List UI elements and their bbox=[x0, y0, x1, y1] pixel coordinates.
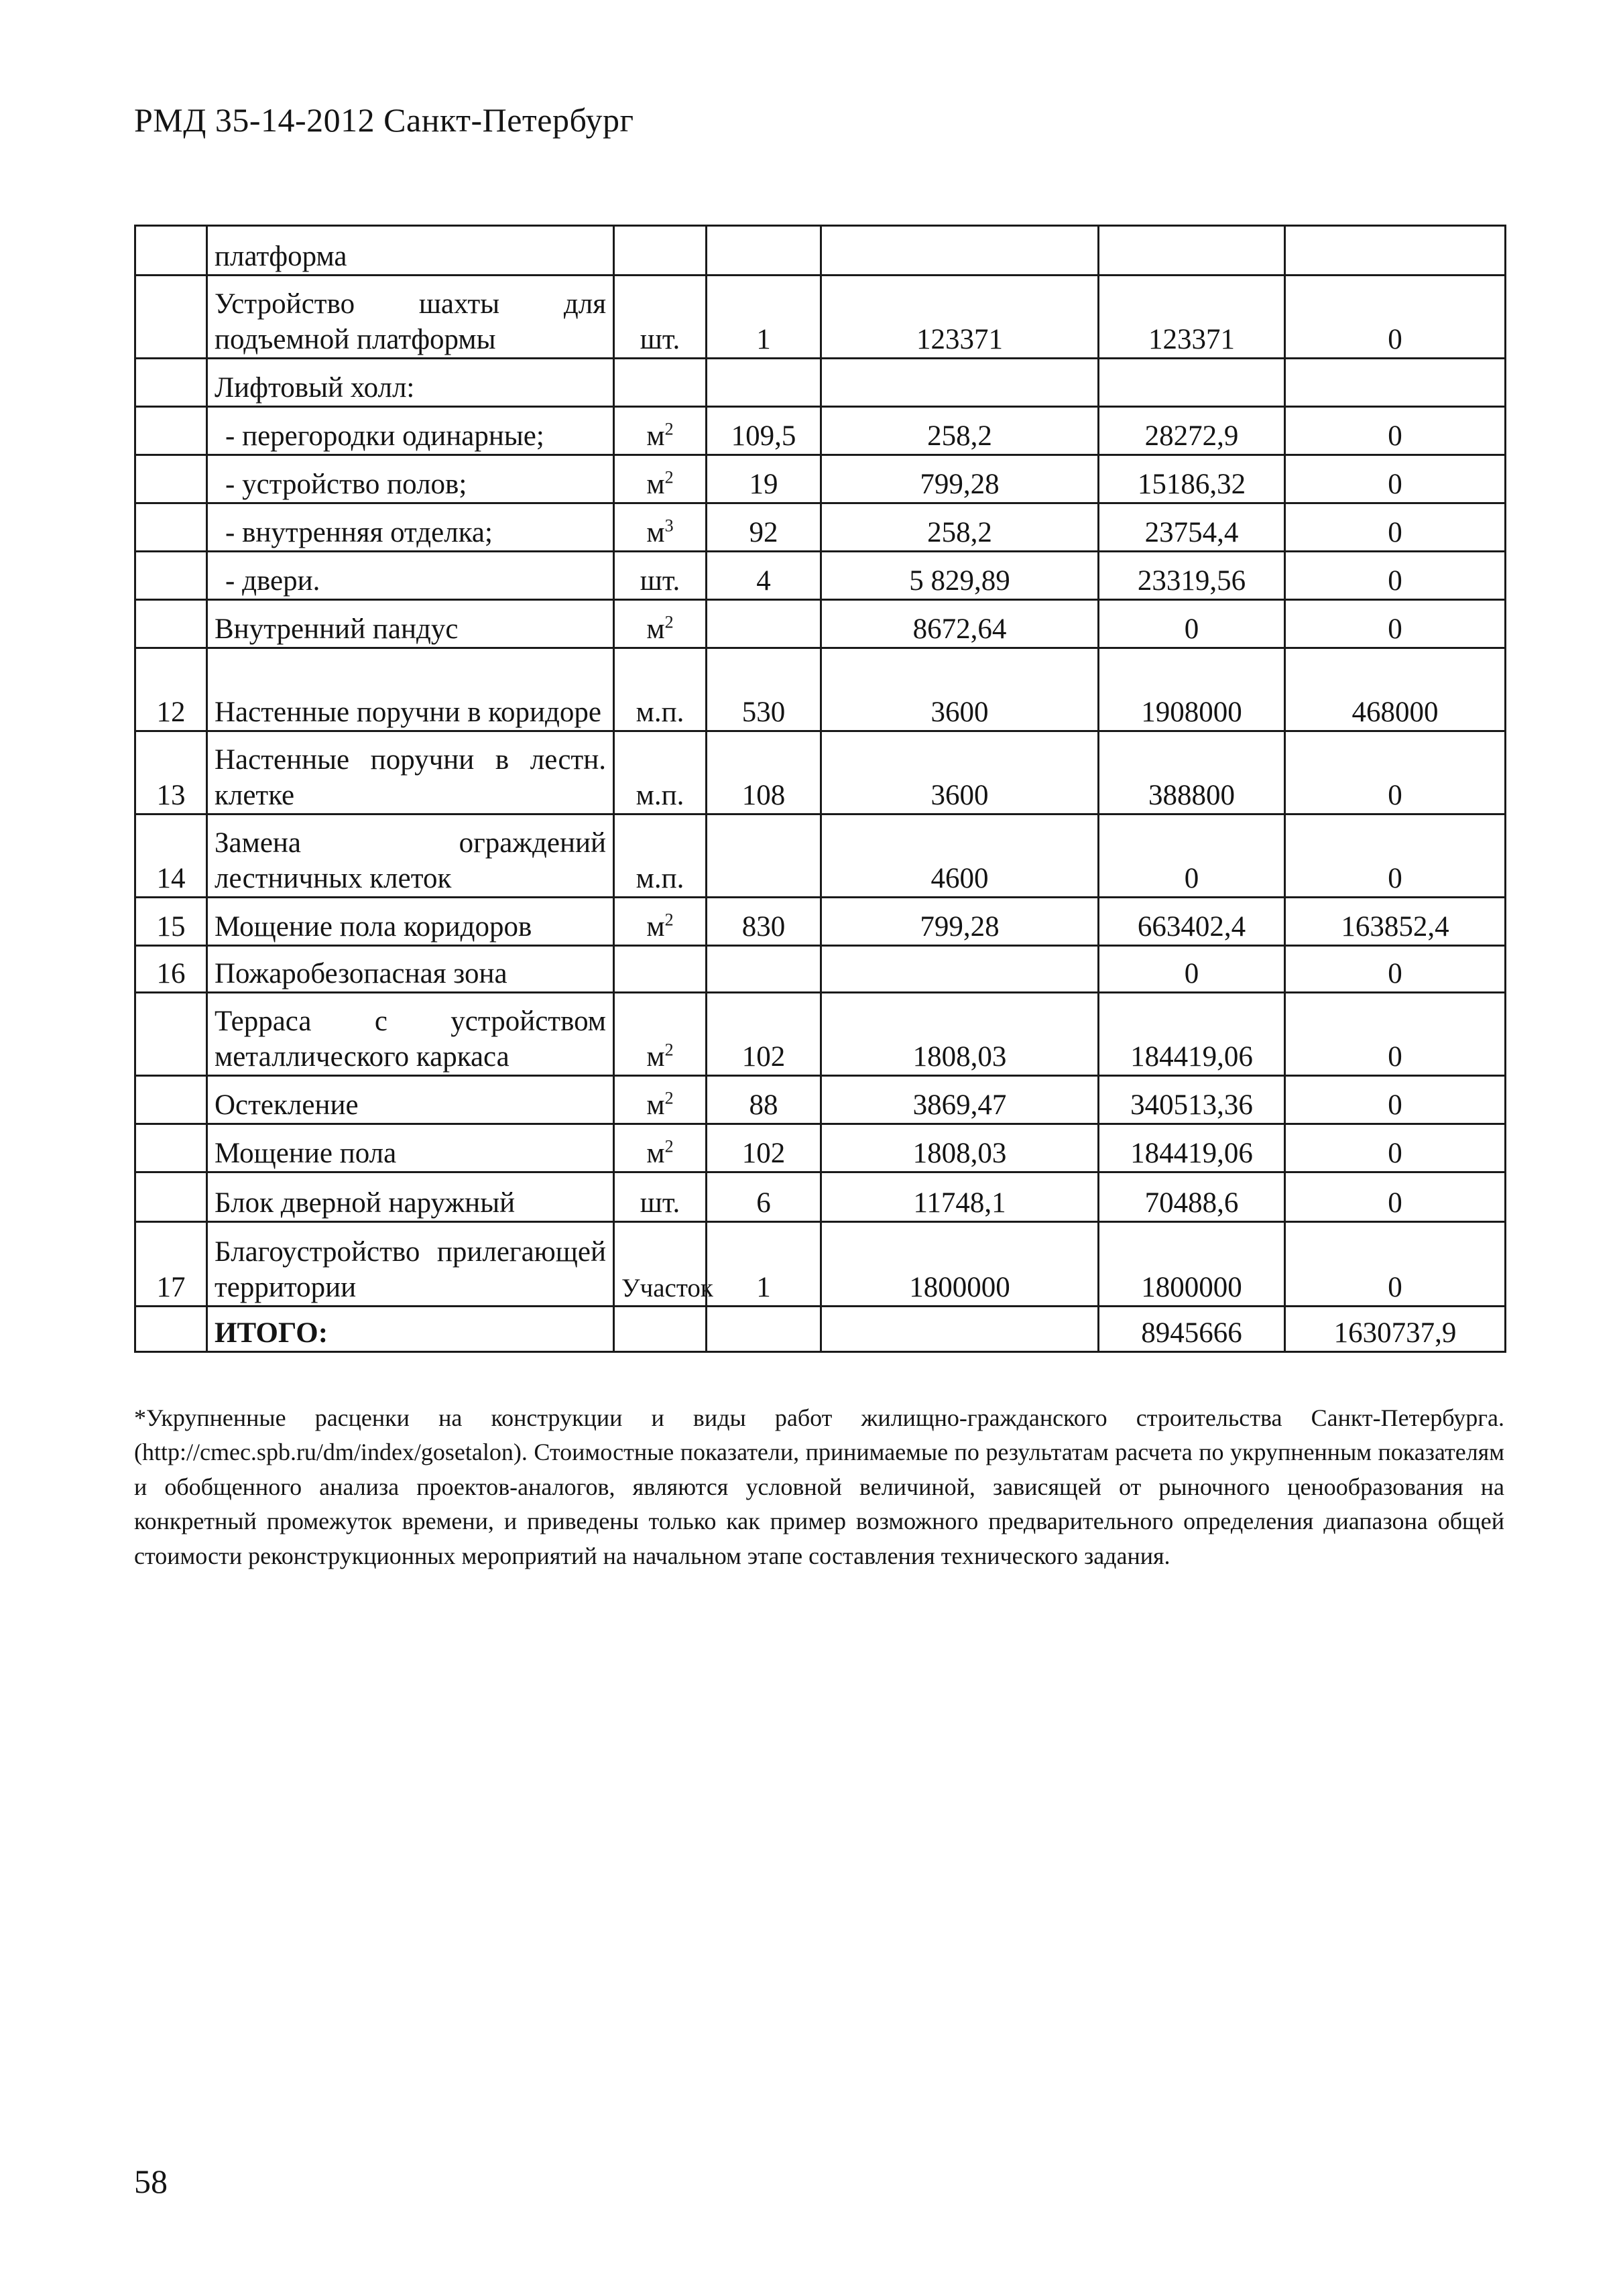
row-number bbox=[135, 993, 207, 1076]
unit-price-cell: 1808,03 bbox=[821, 993, 1099, 1076]
item-name: - устройство полов; bbox=[207, 455, 614, 503]
item-name: Пожаробезопасная зона bbox=[207, 946, 614, 993]
extra-cost-cell: 468000 bbox=[1285, 648, 1506, 731]
table-row bbox=[135, 1222, 1506, 1307]
item-name: Настенные поручни в коридоре bbox=[207, 648, 614, 731]
total-cost-cell: 23319,56 bbox=[1099, 552, 1285, 600]
quantity-cell bbox=[707, 814, 821, 898]
unit-cell: $м^3$ bbox=[614, 503, 707, 552]
row-number bbox=[135, 600, 207, 648]
unit-price-cell: 11748,1 bbox=[821, 1172, 1099, 1222]
page-number: 58 bbox=[134, 2163, 168, 2200]
quantity-cell: 88 bbox=[707, 1076, 821, 1124]
footnote: *Укрупненные расценки на конструкции и виды работ жилищно-гражданского строительства Санкт-Петербурга. (http://cmec.spb.ru/dm/index/gosetalon). Стоимостные показатели, принимаемые по результатам расчета по укрупненным показателям и обобщенного анализа проектов-аналогов, являются условной величиной, зависящей от рыночного ценообразования на конкретный промежуток времени, и приведены только как пример возможного предварительного определения диапазона общей стоимости реконструкционных мероприятий на начальном этапе составления технического задания. bbox=[134, 1404, 1504, 1569]
total-cost-cell bbox=[1099, 359, 1285, 407]
unit-cell: м.п. bbox=[614, 731, 707, 814]
extra-cost-cell: 0 bbox=[1285, 455, 1506, 503]
row-number bbox=[135, 455, 207, 503]
total-cost-cell: 340513,36 bbox=[1099, 1076, 1285, 1124]
unit-cell: м.п. bbox=[614, 814, 707, 898]
item-name: платформа bbox=[207, 226, 614, 276]
quantity-cell bbox=[707, 946, 821, 993]
unit-cell: $м^2$ bbox=[614, 407, 707, 455]
total-label: ИТОГО: bbox=[207, 1307, 614, 1352]
extra-cost-cell: 0 bbox=[1285, 946, 1506, 993]
extra-cost-cell: 163852,4 bbox=[1285, 898, 1506, 946]
quantity-cell: 6 bbox=[707, 1172, 821, 1222]
row-number bbox=[135, 276, 207, 359]
table-row bbox=[135, 1076, 1506, 1124]
unit-price-cell: 799,28 bbox=[821, 455, 1099, 503]
quantity-cell bbox=[707, 226, 821, 276]
row-number bbox=[135, 552, 207, 600]
unit-price-cell: 3600 bbox=[821, 731, 1099, 814]
table-row bbox=[135, 731, 1506, 814]
table-row bbox=[135, 359, 1506, 407]
total-cost-cell: 184419,06 bbox=[1099, 1124, 1285, 1172]
unit-price-cell bbox=[821, 359, 1099, 407]
unit-price-cell: 8672,64 bbox=[821, 600, 1099, 648]
extra-cost-cell: 0 bbox=[1285, 1076, 1506, 1124]
total-cost-cell: 1908000 bbox=[1099, 648, 1285, 731]
total-cost-cell: 0 bbox=[1099, 946, 1285, 993]
extra-cost-cell: 0 bbox=[1285, 814, 1506, 898]
row-number: 17 bbox=[135, 1222, 207, 1307]
table-row bbox=[135, 1124, 1506, 1172]
item-name: Благоустройство прилегающей территории bbox=[207, 1222, 614, 1307]
unit-cell: $м^2$ bbox=[614, 898, 707, 946]
table-row bbox=[135, 226, 1506, 276]
unit-cell: $м^2$ bbox=[614, 455, 707, 503]
quantity-cell: 109,5 bbox=[707, 407, 821, 455]
unit-cell: $м^2$ bbox=[614, 600, 707, 648]
total-cost-cell: 388800 bbox=[1099, 731, 1285, 814]
quantity-cell bbox=[707, 1307, 821, 1352]
item-name: Остекление bbox=[207, 1076, 614, 1124]
total-cost-cell: 123371 bbox=[1099, 276, 1285, 359]
unit-price-cell: 799,28 bbox=[821, 898, 1099, 946]
extra-cost-cell: 0 bbox=[1285, 993, 1506, 1076]
unit-cell: $м^2$ bbox=[614, 1076, 707, 1124]
extra-cost-cell: 0 bbox=[1285, 1124, 1506, 1172]
quantity-cell: 4 bbox=[707, 552, 821, 600]
row-number bbox=[135, 503, 207, 552]
row-number: 16 bbox=[135, 946, 207, 993]
extra-cost-cell: 0 bbox=[1285, 552, 1506, 600]
quantity-cell: 102 bbox=[707, 993, 821, 1076]
row-number: 13 bbox=[135, 731, 207, 814]
extra-cost-cell: 0 bbox=[1285, 1172, 1506, 1222]
row-number bbox=[135, 226, 207, 276]
unit-price-cell: 258,2 bbox=[821, 503, 1099, 552]
grand-total-cell: 8945666 bbox=[1099, 1307, 1285, 1352]
unit-price-cell: 1808,03 bbox=[821, 1124, 1099, 1172]
total-cost-cell: 23754,4 bbox=[1099, 503, 1285, 552]
table-row bbox=[135, 407, 1506, 455]
total-cost-cell: 184419,06 bbox=[1099, 993, 1285, 1076]
quantity-cell: 19 bbox=[707, 455, 821, 503]
item-name: Замена ограждений лестничных клеток bbox=[207, 814, 614, 898]
row-number bbox=[135, 359, 207, 407]
unit-cell: Участок bbox=[614, 1222, 707, 1307]
unit-price-cell bbox=[821, 1307, 1099, 1352]
total-cost-cell: 0 bbox=[1099, 814, 1285, 898]
quantity-cell: 530 bbox=[707, 648, 821, 731]
unit-cell: м.п. bbox=[614, 648, 707, 731]
quantity-cell bbox=[707, 359, 821, 407]
grand-extra-cell: 1630737,9 bbox=[1285, 1307, 1506, 1352]
extra-cost-cell: 0 bbox=[1285, 731, 1506, 814]
quantity-cell: 1 bbox=[707, 276, 821, 359]
row-number bbox=[135, 407, 207, 455]
total-cost-cell: 28272,9 bbox=[1099, 407, 1285, 455]
item-name: Внутренний пандус bbox=[207, 600, 614, 648]
page-header: РМД 35-14-2012 Санкт-Петербург bbox=[134, 101, 634, 139]
total-cost-cell: 0 bbox=[1099, 600, 1285, 648]
extra-cost-cell: 0 bbox=[1285, 1222, 1506, 1307]
extra-cost-cell: 0 bbox=[1285, 503, 1506, 552]
unit-price-cell: 258,2 bbox=[821, 407, 1099, 455]
cost-table bbox=[134, 225, 1506, 1353]
table-row bbox=[135, 898, 1506, 946]
unit-price-cell: 123371 bbox=[821, 276, 1099, 359]
unit-cell: шт. bbox=[614, 552, 707, 600]
table-row bbox=[135, 503, 1506, 552]
unit-cell bbox=[614, 1307, 707, 1352]
extra-cost-cell: 0 bbox=[1285, 600, 1506, 648]
unit-price-cell bbox=[821, 226, 1099, 276]
unit-cell: $м^2$ bbox=[614, 1124, 707, 1172]
row-number: 12 bbox=[135, 648, 207, 731]
item-name: Мощение пола коридоров bbox=[207, 898, 614, 946]
row-number: 15 bbox=[135, 898, 207, 946]
unit-price-cell: 5 829,89 bbox=[821, 552, 1099, 600]
row-number: 14 bbox=[135, 814, 207, 898]
quantity-cell: 108 bbox=[707, 731, 821, 814]
unit-cell: $м^2$ bbox=[614, 993, 707, 1076]
extra-cost-cell bbox=[1285, 359, 1506, 407]
item-name: Мощение пола bbox=[207, 1124, 614, 1172]
total-cost-cell bbox=[1099, 226, 1285, 276]
row-number bbox=[135, 1124, 207, 1172]
extra-cost-cell: 0 bbox=[1285, 276, 1506, 359]
total-cost-cell: 70488,6 bbox=[1099, 1172, 1285, 1222]
quantity-cell: 102 bbox=[707, 1124, 821, 1172]
total-cost-cell: 15186,32 bbox=[1099, 455, 1285, 503]
table-row bbox=[135, 276, 1506, 359]
quantity-cell: 830 bbox=[707, 898, 821, 946]
quantity-cell: 1 bbox=[707, 1222, 821, 1307]
table-row bbox=[135, 814, 1506, 898]
item-name: Настенные поручни в лестн. клетке bbox=[207, 731, 614, 814]
unit-cell: шт. bbox=[614, 1172, 707, 1222]
unit-price-cell: 3869,47 bbox=[821, 1076, 1099, 1124]
table-row bbox=[135, 1307, 1506, 1352]
table-row bbox=[135, 946, 1506, 993]
table-row bbox=[135, 993, 1506, 1076]
quantity-cell bbox=[707, 600, 821, 648]
unit-cell: шт. bbox=[614, 276, 707, 359]
table-row bbox=[135, 552, 1506, 600]
unit-price-cell: 3600 bbox=[821, 648, 1099, 731]
unit-cell bbox=[614, 946, 707, 993]
row-number bbox=[135, 1172, 207, 1222]
table-row bbox=[135, 455, 1506, 503]
row-number bbox=[135, 1307, 207, 1352]
extra-cost-cell bbox=[1285, 226, 1506, 276]
table-row bbox=[135, 1172, 1506, 1222]
unit-cell bbox=[614, 226, 707, 276]
item-name: Лифтовый холл: bbox=[207, 359, 614, 407]
extra-cost-cell: 0 bbox=[1285, 407, 1506, 455]
item-name: - перегородки одинарные; bbox=[207, 407, 614, 455]
unit-price-cell: 4600 bbox=[821, 814, 1099, 898]
unit-price-cell bbox=[821, 946, 1099, 993]
item-name: Устройство шахты для подъемной платформы bbox=[207, 276, 614, 359]
total-cost-cell: 663402,4 bbox=[1099, 898, 1285, 946]
unit-price-cell: 1800000 bbox=[821, 1222, 1099, 1307]
row-number bbox=[135, 1076, 207, 1124]
item-name: - двери. bbox=[207, 552, 614, 600]
item-name: Терраса с устройством металлического каркаса bbox=[207, 993, 614, 1076]
table-row bbox=[135, 648, 1506, 731]
quantity-cell: 92 bbox=[707, 503, 821, 552]
total-cost-cell: 1800000 bbox=[1099, 1222, 1285, 1307]
item-name: Блок дверной наружный bbox=[207, 1172, 614, 1222]
item-name: - внутренняя отделка; bbox=[207, 503, 614, 552]
unit-cell bbox=[614, 359, 707, 407]
table-row bbox=[135, 600, 1506, 648]
